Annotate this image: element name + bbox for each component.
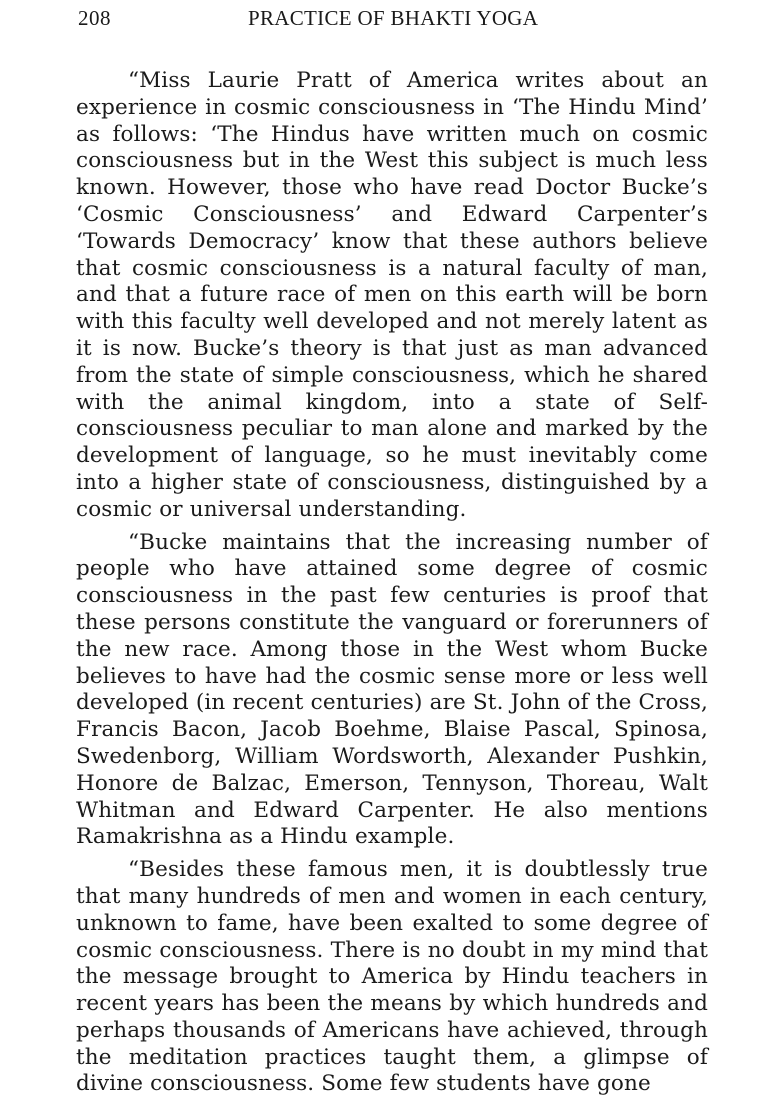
paragraph-2: “Bucke maintains that the increasing number of people who have attained some degree of cosmic consciousness in the past few centuries is proof that these persons constitute the vanguard or forerunners of the new race. Among those in the West whom Bucke believes to have had the cosmic sense more or less well developed (in recent centuries) are St. John of the Cross, Francis Bacon, Jacob Boehme, Blaise Pascal, Spinosa, Swedenborg, William Wordsworth, Alexander Pushkin, Honore de Balzac, Emerson, Tennyson, Thoreau, Walt Whitman and Edward Carpenter. He also mentions Ramakrishna as a Hindu example. — [76, 529, 708, 850]
paragraph-1: “Miss Laurie Pratt of America writes about an experience in cosmic consciousness in ‘The Hindu Mind’ as follows: ‘The Hindus have written much on cosmic consciousness but in the West this subject is much less known. However, those who have read Doctor Bucke’s ‘Cosmic Consciousness’ and Edward Carpenter’s ‘Towards Democracy’ know that these authors believe that cosmic consciousness is a natural faculty of man, and that a future race of men on this earth will be born with this faculty well developed and not merely latent as it is now. Bucke’s theory is that just as man advanced from the state of simple consciousness, which he shared with the animal kingdom, into a state of Self-consciousness peculiar to man alone and marked by the development of language, so he must inevitably come into a higher state of consciousness, distinguished by a cosmic or universal understanding. — [76, 68, 708, 522]
running-title: PRACTICE OF BHAKTI YOGA — [248, 6, 539, 30]
page-number: 208 — [78, 6, 111, 30]
running-head — [78, 6, 708, 36]
paragraph-3: “Besides these famous men, it is doubtlessly true that many hundreds of men and women in each century, unknown to fame, have been exalted to some degree of cosmic consciousness. There is no doubt in my mind that the message brought to America by Hindu teachers in recent years has been the means by which hundreds and perhaps thousands of Americans have achieved, through the meditation practices taught them, a glimpse of divine consciousness. Some few students have gone — [76, 857, 708, 1097]
body-text — [76, 68, 708, 1098]
